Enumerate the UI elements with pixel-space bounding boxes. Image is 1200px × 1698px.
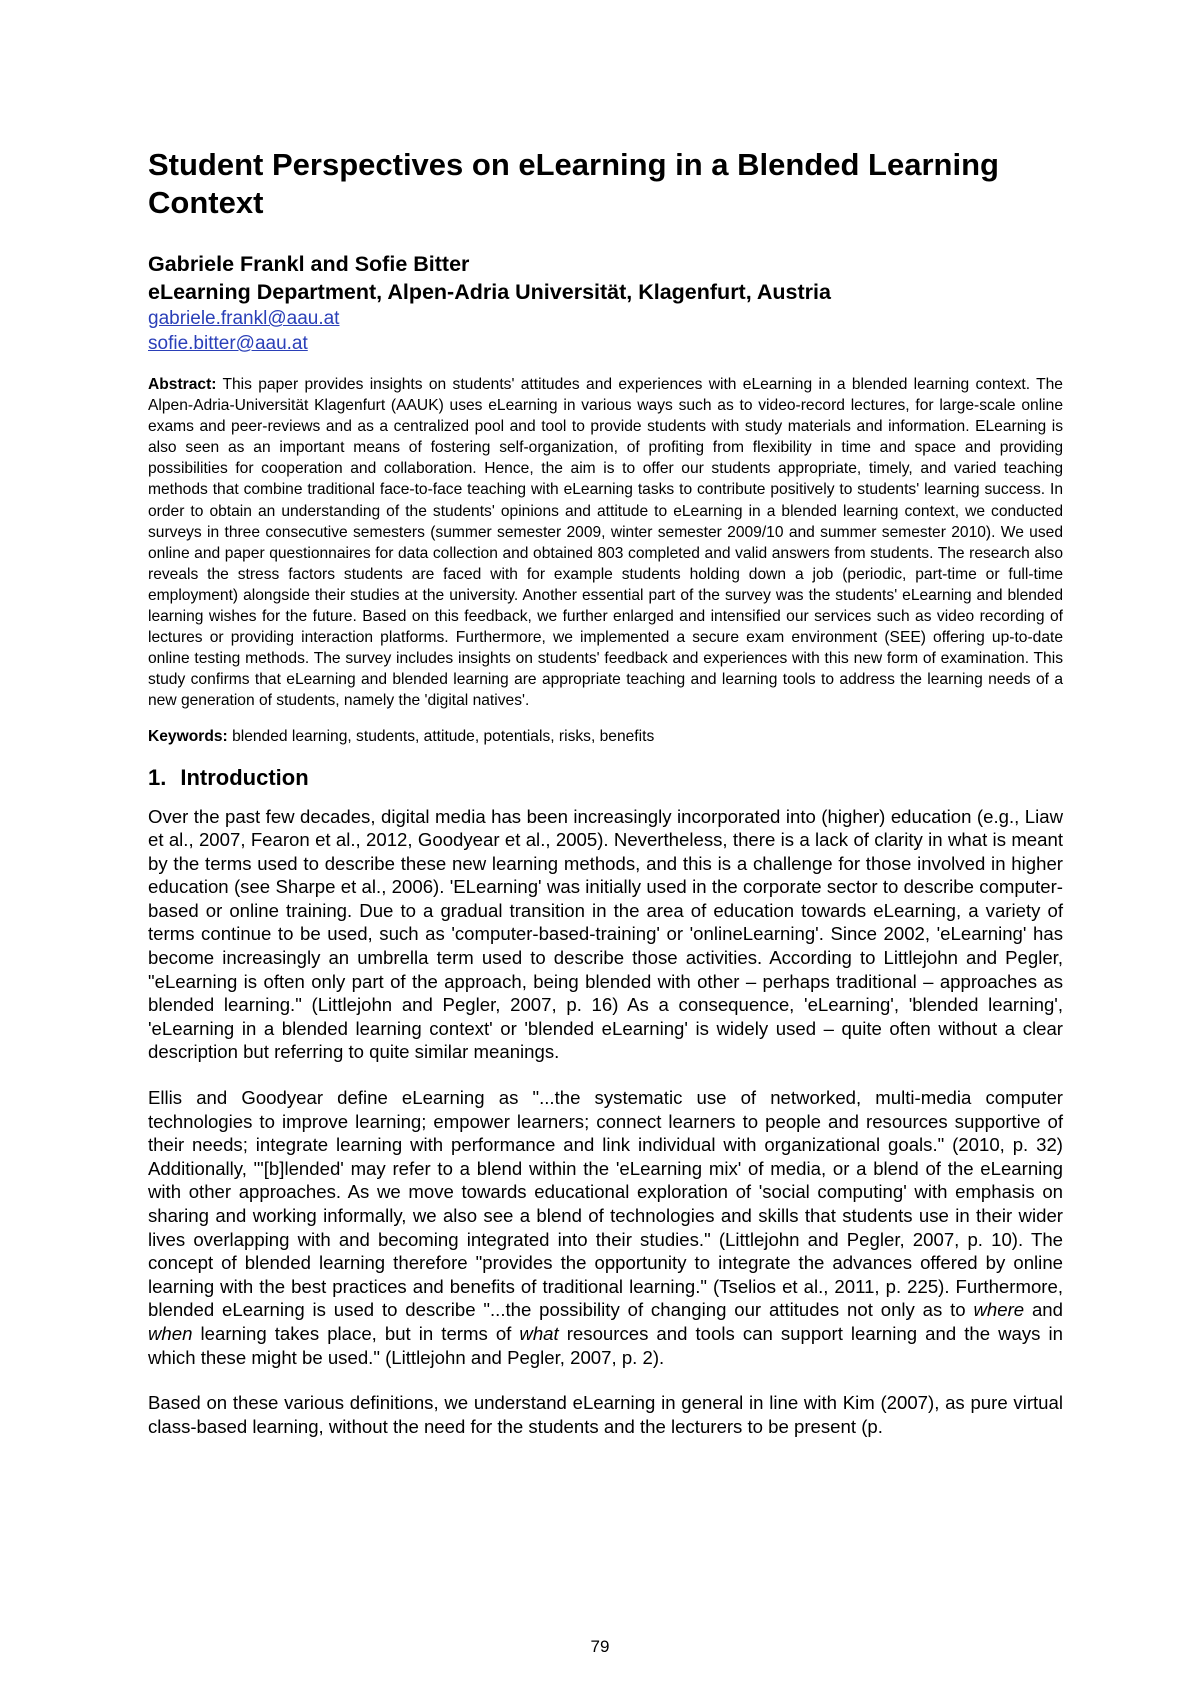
abstract <box>148 374 1063 712</box>
paragraph-text: and <box>1024 1299 1063 1321</box>
paragraph-text: Ellis and Goodyear define eLearning as "...the systematic use of networked, multi-media computer technologies to improve learning; empower learners; connect learners to people and resources supportive of their needs; integrate learning with performance and link individual with organizational goals." (2010, p. 32) Additionally, "'[b]lended' may refer to a blend within the 'eLearning mix' of media, or a blend of the eLearning with other approaches. As we move towards educational exploration of 'social computing' with emphasis on sharing and working informally, we also see a blend of technologies and skills that students use in their wider lives overlapping with and becoming integrated into their studies." (Littlejohn and Pegler, 2007, p. 10). The concept of blended learning therefore "provides the opportunity to integrate the advances offered by online learning with the best practices and benefits of traditional learning." (Tselios et al., 2011, p. 225). Furthermore, blended eLearning is used to describe "...the possibility of changing our attitudes not only as to <box>148 1087 1063 1321</box>
section-heading-introduction <box>148 763 1063 793</box>
emphasis-when: when <box>148 1322 193 1344</box>
intro-paragraph-2 <box>148 1086 1063 1369</box>
section-number: 1. <box>148 764 167 790</box>
paper-title: Student Perspectives on eLearning in a Blended Learning Context <box>148 147 999 220</box>
paragraph-text: learning takes place, but in terms of <box>192 1322 520 1344</box>
keywords <box>148 726 1063 747</box>
email-link-2[interactable]: sofie.bitter@aau.at <box>148 333 308 354</box>
intro-paragraph-1: Over the past few decades, digital media has been increasingly incorporated into (higher) education (e.g., Liaw et al., 2007, Fearon et al., 2012, Goodyear et al., 2005). Nevertheless, there is a lack of clarity in what is meant by the terms used to describe these new learning methods, and this is a challenge for those involved in higher education (see Sharpe et al., 2006). 'ELearning' was initially used in the corporate sector to describe computer-based or online training. Due to a gradual transition in the area of education towards eLearning, a variety of terms continue to be used, such as 'computer-based-training' or 'onlineLearning'. Since 2002, 'eLearning' has become increasingly an umbrella term used to describe those activities. According to Littlejohn and Pegler, "eLearning is often only part of the approach, being blended with other – perhaps traditional – approaches as blended learning." (Littlejohn and Pegler, 2007, p. 16) As a consequence, 'eLearning', 'blended learning', 'eLearning in a blended learning context' or 'blended eLearning' is widely used – quite often without a clear description but referring to quite similar meanings. <box>148 805 1063 1063</box>
email-link-1[interactable]: gabriele.frankl@aau.at <box>148 308 340 329</box>
emphasis-what: what <box>519 1322 559 1344</box>
abstract-text: This paper provides insights on students' attitudes and experiences with eLearning in a blended learning context. The Alpen-Adria-Universität Klagenfurt (AAUK) uses eLearning in various ways such as to video-record lectures, for large-scale online exams and peer-reviews and as a centralized pool and tool to provide students with study materials and information. ELearning is also seen as an important means of fostering self-organization, of profiting from flexibility in time and space and providing possibilities for cooperation and collaboration. Hence, the aim is to offer our students appropriate, timely, and varied teaching methods that combine traditional face-to-face teaching with eLearning tasks to contribute positively to students' learning success. In order to obtain an understanding of the students' opinions and attitude to eLearning in a blended learning context, we conducted surveys in three consecutive semesters (summer semester 2009, winter semester 2009/10 and summer semester 2010). We used online and paper questionnaires for data collection and obtained 803 completed and valid answers from students. The research also reveals the stress factors students are faced with for example students holding down a job (periodic, part-time or full-time employment) alongside their studies at the university. Another essential part of the survey was the students' eLearning and blended learning wishes for the future. Based on this feedback, we further enlarged and intensified our services such as video recording of lectures or providing interaction platforms. Furthermore, we implemented a secure exam environment (SEE) offering up-to-date online testing methods. The survey includes insights on students' feedback and experiences with this new form of examination. This study confirms that eLearning and blended learning are appropriate teaching and learning tools to address the learning needs of a new generation of students, namely the 'digital natives'. <box>148 376 1063 710</box>
section-title: Introduction <box>180 764 309 790</box>
author-names: Gabriele Frankl and Sofie Bitter <box>148 252 470 276</box>
abstract-label: Abstract: <box>148 376 217 393</box>
author-affiliation: eLearning Department, Alpen-Adria Universität, Klagenfurt, Austria <box>148 280 831 304</box>
page-number: 79 <box>590 1637 610 1656</box>
paper-page <box>148 140 1063 1438</box>
keywords-text: blended learning, students, attitude, potentials, risks, benefits <box>232 727 655 745</box>
intro-paragraph-3: Based on these various definitions, we understand eLearning in general in line with Kim (2007), as pure virtual class-based learning, without the need for the students and the lecturers to be present (p. <box>148 1392 1063 1437</box>
emphasis-where: where <box>973 1299 1025 1321</box>
keywords-label: Keywords: <box>148 727 228 745</box>
paragraph-text: resources and tools can support learning and the ways in which these might be used." (Littlejohn and Pegler, 2007, p. 2). <box>148 1322 1063 1368</box>
